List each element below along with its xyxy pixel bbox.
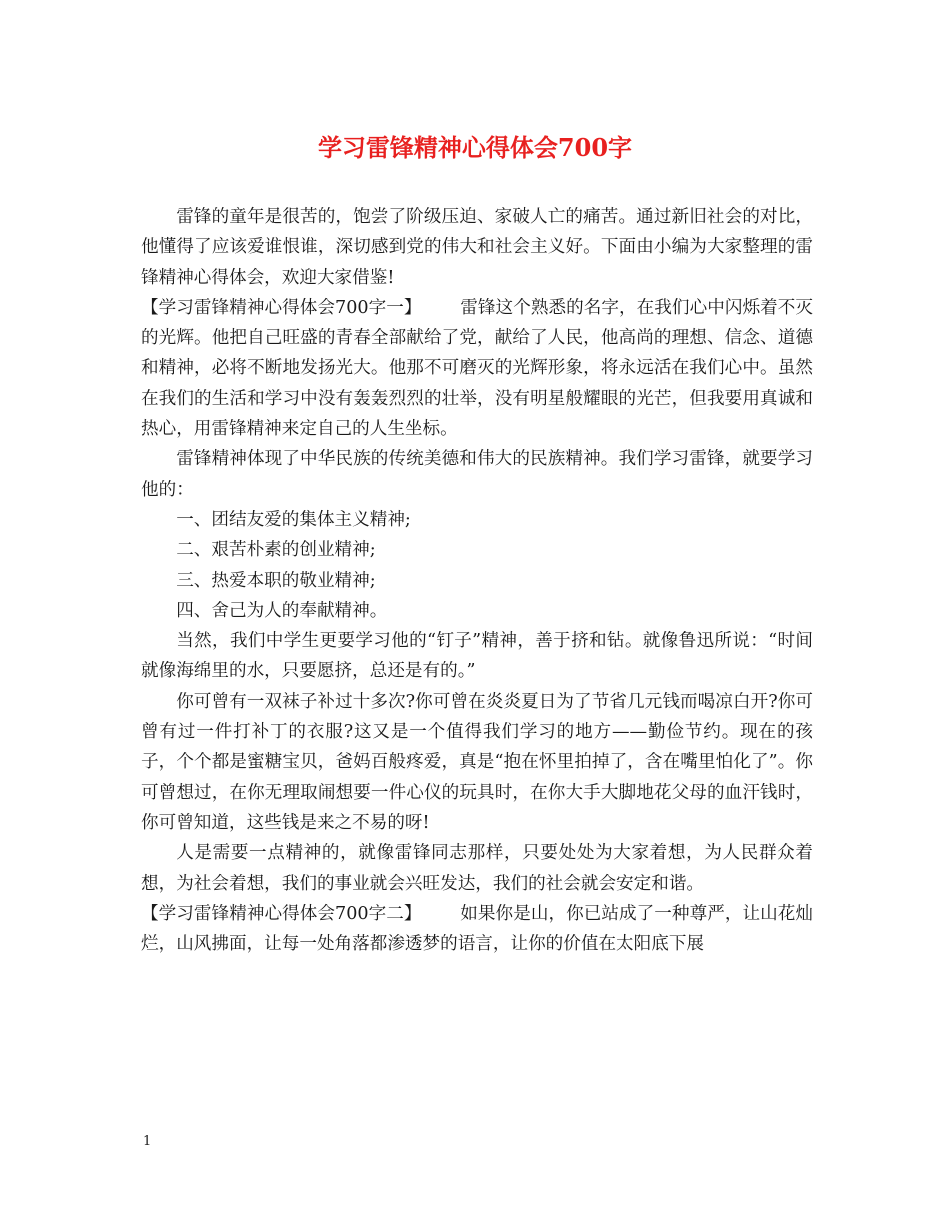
section-2-text: 如果你是山，你已站成了一种尊严，让山花灿烂，山风拂面，让每一处角落都渗透梦的语言，让你的价值在太阳底下展 [141, 903, 813, 955]
paragraph-thrift: 你可曾有一双袜子补过十多次?你可曾在炎炎夏日为了节省几元钱而喝凉白开?你可曾有过一件打补丁的衣服?这又是一个值得我们学习的地方——勤俭节约。现在的孩子，个个都是蜜糖宝贝，爸妈百般疼爱，真是“抱在怀里拍掉了，含在嘴里怕化了”。你可曾想过，在你无理取闹想要一件心仪的玩具时，在你大手大脚地花父母的血汗钱时，你可曾知道，这些钱是来之不易的呀! [141, 691, 813, 833]
list-item-2: 二、艰苦朴素的创业精神; [176, 540, 376, 561]
section-1-heading: 【学习雷锋精神心得体会700字一】 [141, 297, 422, 318]
list-item-1: 一、团结友爱的集体主义精神; [176, 509, 411, 530]
page-number: 1 [143, 1134, 152, 1149]
intro-paragraph: 雷锋的童年是很苦的，饱尝了阶级压迫、家破人亡的痛苦。通过新旧社会的对比，他懂得了应该爱谁恨谁，深切感到党的伟大和社会主义好。下面由小编为大家整理的雷锋精神心得体会，欢迎大家借鉴! [141, 207, 813, 288]
list-item-4: 四、舍己为人的奉献精神。 [176, 600, 388, 621]
page-title: 学习雷锋精神心得体会700字 [317, 133, 633, 162]
paragraph-spirit: 雷锋精神体现了中华民族的传统美德和伟大的民族精神。我们学习雷锋，就要学习他的： [141, 449, 813, 500]
paragraph-nail-spirit: 当然，我们中学生更要学习他的“钉子”精神，善于挤和钻。就像鲁迅所说：“时间就像海绵里的水，只要愿挤，总还是有的。” [141, 631, 813, 682]
section-1-text: 雷锋这个熟悉的名字，在我们心中闪烁着不灭的光辉。他把自己旺盛的青春全部献给了党，献给了人民，他高尚的理想、信念、道德和精神，必将不断地发扬光大。他那不可磨灭的光辉形象，将永远活在我们心中。虽然在我们的生活和学习中没有轰轰烈烈的壮举，没有明星般耀眼的光芒，但我要用真诚和热心，用雷锋精神来定自己的人生坐标。 [141, 297, 813, 440]
paragraph-conclusion: 人是需要一点精神的，就像雷锋同志那样，只要处处为大家着想，为人民群众着想，为社会着想，我们的事业就会兴旺发达，我们的社会就会安定和谐。 [141, 843, 813, 894]
section-1-paragraph [141, 293, 813, 444]
document-body [141, 202, 813, 959]
section-2-paragraph [141, 899, 813, 960]
list-item-3: 三、热爱本职的敬业精神; [176, 570, 376, 591]
section-2-heading: 【学习雷锋精神心得体会700字二】 [141, 903, 422, 924]
